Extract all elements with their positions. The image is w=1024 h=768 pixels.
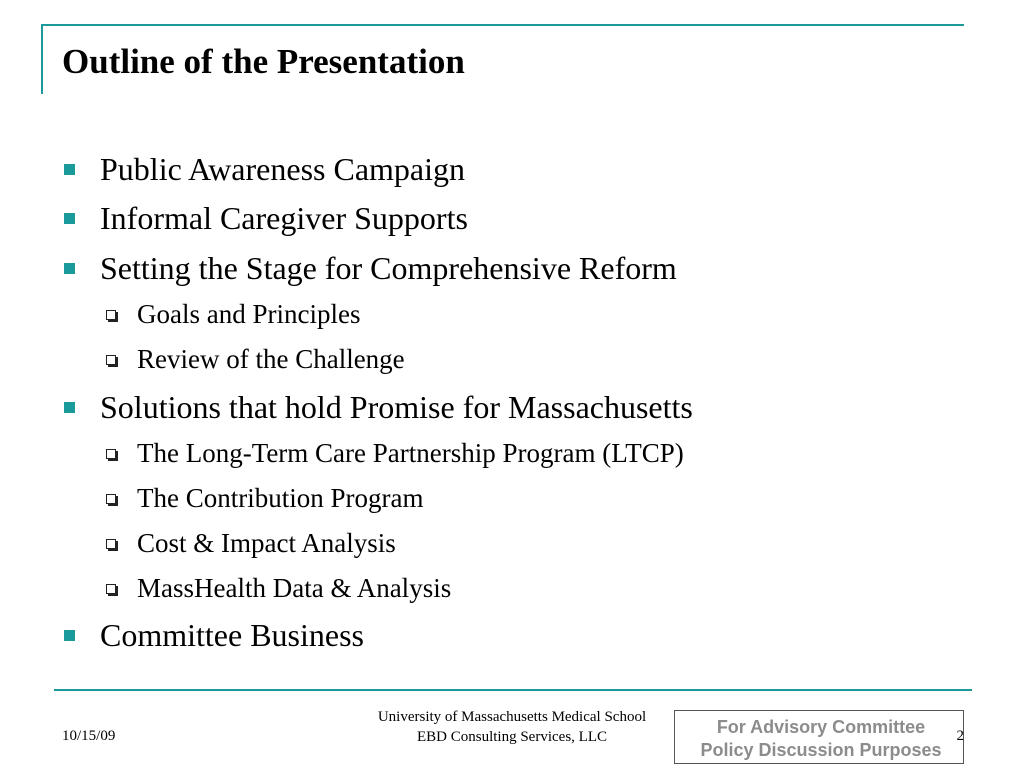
outline-item: [100, 198, 468, 238]
outline-subitem-text: Review of the Challenge: [137, 344, 405, 374]
page-number: 2: [956, 728, 964, 744]
outline-item: [100, 248, 677, 288]
outline-item-text: Informal Caregiver Supports: [100, 200, 468, 236]
outline-subitem-text: Goals and Principles: [137, 299, 361, 329]
outline-subitem: [137, 297, 360, 331]
advisory-notice-line: Policy Discussion Purposes: [700, 740, 942, 760]
outline-subitem-text: MassHealth Data & Analysis: [137, 573, 452, 603]
outline-subitem-text: Cost & Impact Analysis: [137, 528, 396, 558]
slide-title: Outline of the Presentation: [62, 42, 465, 81]
footer-org-line: EBD Consulting Services, LLC: [417, 729, 607, 745]
square-bullet-icon: [64, 630, 75, 641]
hollow-square-bullet-icon: [106, 449, 116, 459]
footer-date: 10/15/09: [62, 728, 116, 744]
square-bullet-icon: [64, 164, 75, 175]
hollow-square-bullet-icon: [106, 584, 116, 594]
footer-organization: [350, 707, 674, 747]
footer-rule: [54, 689, 972, 691]
advisory-notice-box: [674, 710, 964, 764]
outline-item: [100, 615, 364, 655]
hollow-square-bullet-icon: [106, 494, 116, 504]
outline-item: [100, 149, 465, 189]
outline-item-text: Committee Business: [100, 617, 364, 653]
hollow-square-bullet-icon: [106, 355, 116, 365]
outline-subitem: [137, 571, 451, 605]
outline-item: [100, 387, 693, 427]
outline-subitem: [137, 526, 396, 560]
outline-subitem-text: The Contribution Program: [137, 483, 424, 513]
outline-subitem: [137, 436, 684, 470]
hollow-square-bullet-icon: [106, 539, 116, 549]
footer-org-line: University of Massachusetts Medical School: [377, 709, 647, 725]
advisory-notice-line: For Advisory Committee: [716, 717, 926, 737]
outline-subitem: [137, 481, 423, 515]
square-bullet-icon: [64, 402, 75, 413]
outline-subitem-text: The Long-Term Care Partnership Program (LTCP): [137, 438, 684, 468]
square-bullet-icon: [64, 213, 75, 224]
outline-item-text: Solutions that hold Promise for Massachusetts: [100, 389, 693, 425]
outline-item-text: Public Awareness Campaign: [100, 151, 465, 187]
outline-item-text: Setting the Stage for Comprehensive Reform: [100, 250, 677, 286]
outline-subitem: [137, 342, 405, 376]
square-bullet-icon: [64, 263, 75, 274]
hollow-square-bullet-icon: [106, 310, 116, 320]
